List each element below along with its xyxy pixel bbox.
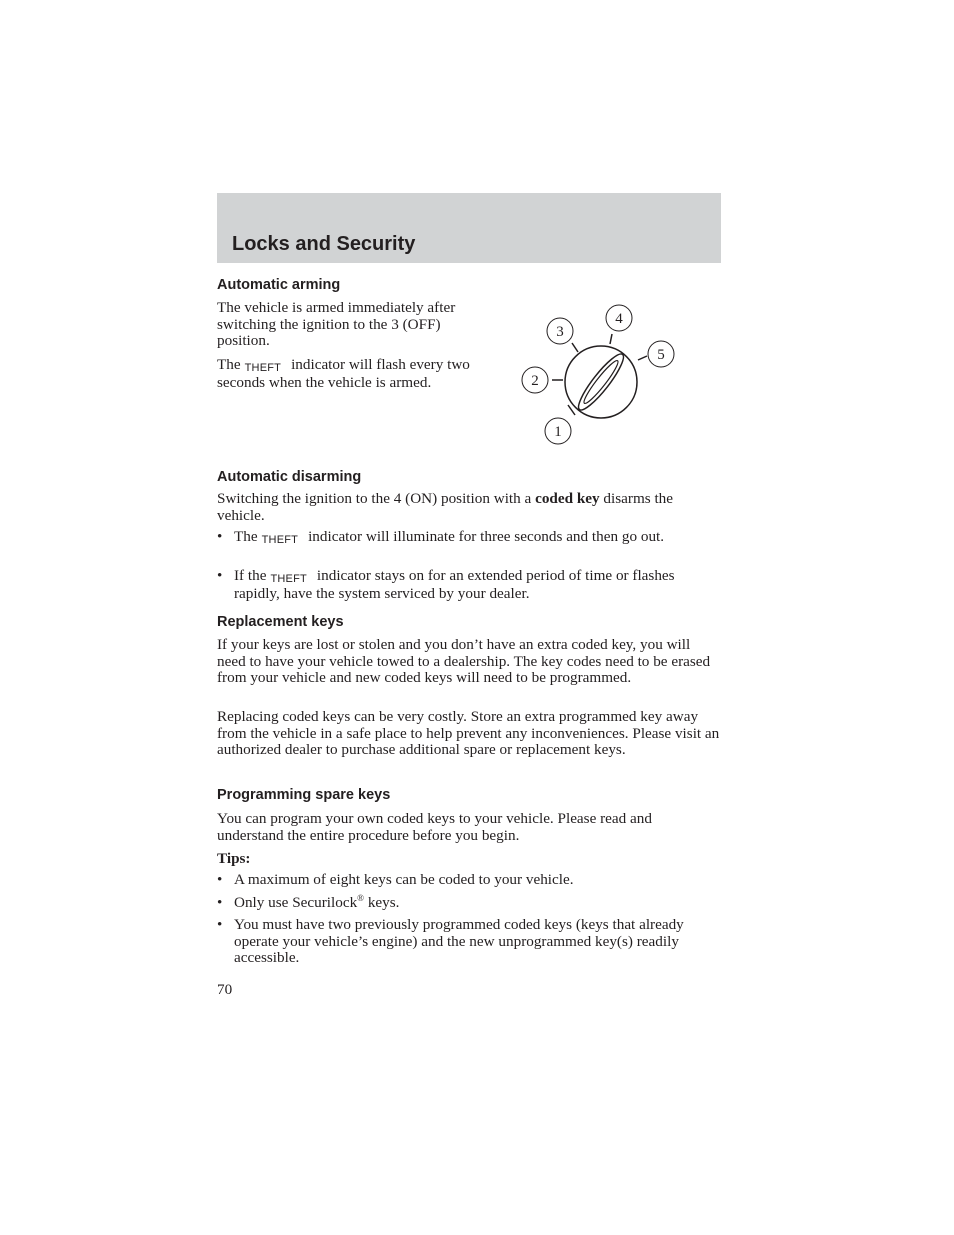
theft-indicator: THEFT [270, 573, 307, 585]
tips-label: Tips: [217, 850, 251, 867]
arming-paragraph-1: The vehicle is armed immediately after switching the ignition to the 3 (OFF) position. [217, 299, 456, 349]
theft-indicator: THEFT [261, 534, 299, 546]
heading-replacement-keys: Replacement keys [217, 614, 344, 630]
position-4-label: 4 [615, 311, 623, 327]
position-2-label: 2 [531, 373, 539, 389]
disarming-bullet-2: • If the THEFT indicator stays on for an extended period of time or flashes rapidly, have the system serviced by your dealer. [217, 567, 675, 602]
tip-bullet-1: • A maximum of eight keys can be coded to your vehicle. [217, 871, 574, 888]
position-5-label: 5 [657, 347, 665, 363]
heading-automatic-disarming: Automatic disarming [217, 469, 362, 485]
replacement-paragraph-1: If your keys are lost or stolen and you don’t have an extra coded key, you will need to have your vehicle towed to a dealership. The key codes need to be erased from your vehicle and new coded keys will need to be programmed. [217, 636, 711, 686]
tip-bullet-2: • Only use Securilock® keys. [217, 892, 400, 911]
tick-4 [610, 334, 612, 344]
ignition-switch-diagram [500, 290, 690, 450]
heading-programming-spare-keys: Programming spare keys [217, 787, 391, 803]
theft-indicator: THEFT [244, 362, 282, 374]
page-title: Locks and Security [232, 233, 416, 255]
tick-5 [638, 356, 647, 360]
disarming-bullet-1: • The THEFT indicator will illuminate for three seconds and then go out. [217, 528, 665, 546]
arming-paragraph-2: The THEFT indicator will flash every two seconds when the vehicle is armed. [217, 356, 470, 391]
page-number: 70 [217, 981, 233, 998]
position-1-label: 1 [554, 424, 562, 440]
disarming-paragraph: Switching the ignition to the 4 (ON) position with a coded key disarms the vehicle. [217, 490, 674, 524]
position-3-label: 3 [556, 324, 564, 340]
replacement-paragraph-2: Replacing coded keys can be very costly. Store an extra programmed key away from the vehicle in a safe place to help prevent any inconveniences. Please visit an authorized dealer to purchase additional spare or replacement keys. [217, 708, 720, 758]
heading-automatic-arming: Automatic arming [217, 277, 341, 293]
programming-paragraph: You can program your own coded keys to your vehicle. Please read and understand the entire procedure before you begin. [217, 810, 652, 844]
tip-bullet-3: • You must have two previously programmed coded keys (keys that already operate your vehicle’s engine) and the new unprogrammed key(s) readily accessible. [217, 916, 684, 966]
tick-3 [572, 343, 578, 352]
